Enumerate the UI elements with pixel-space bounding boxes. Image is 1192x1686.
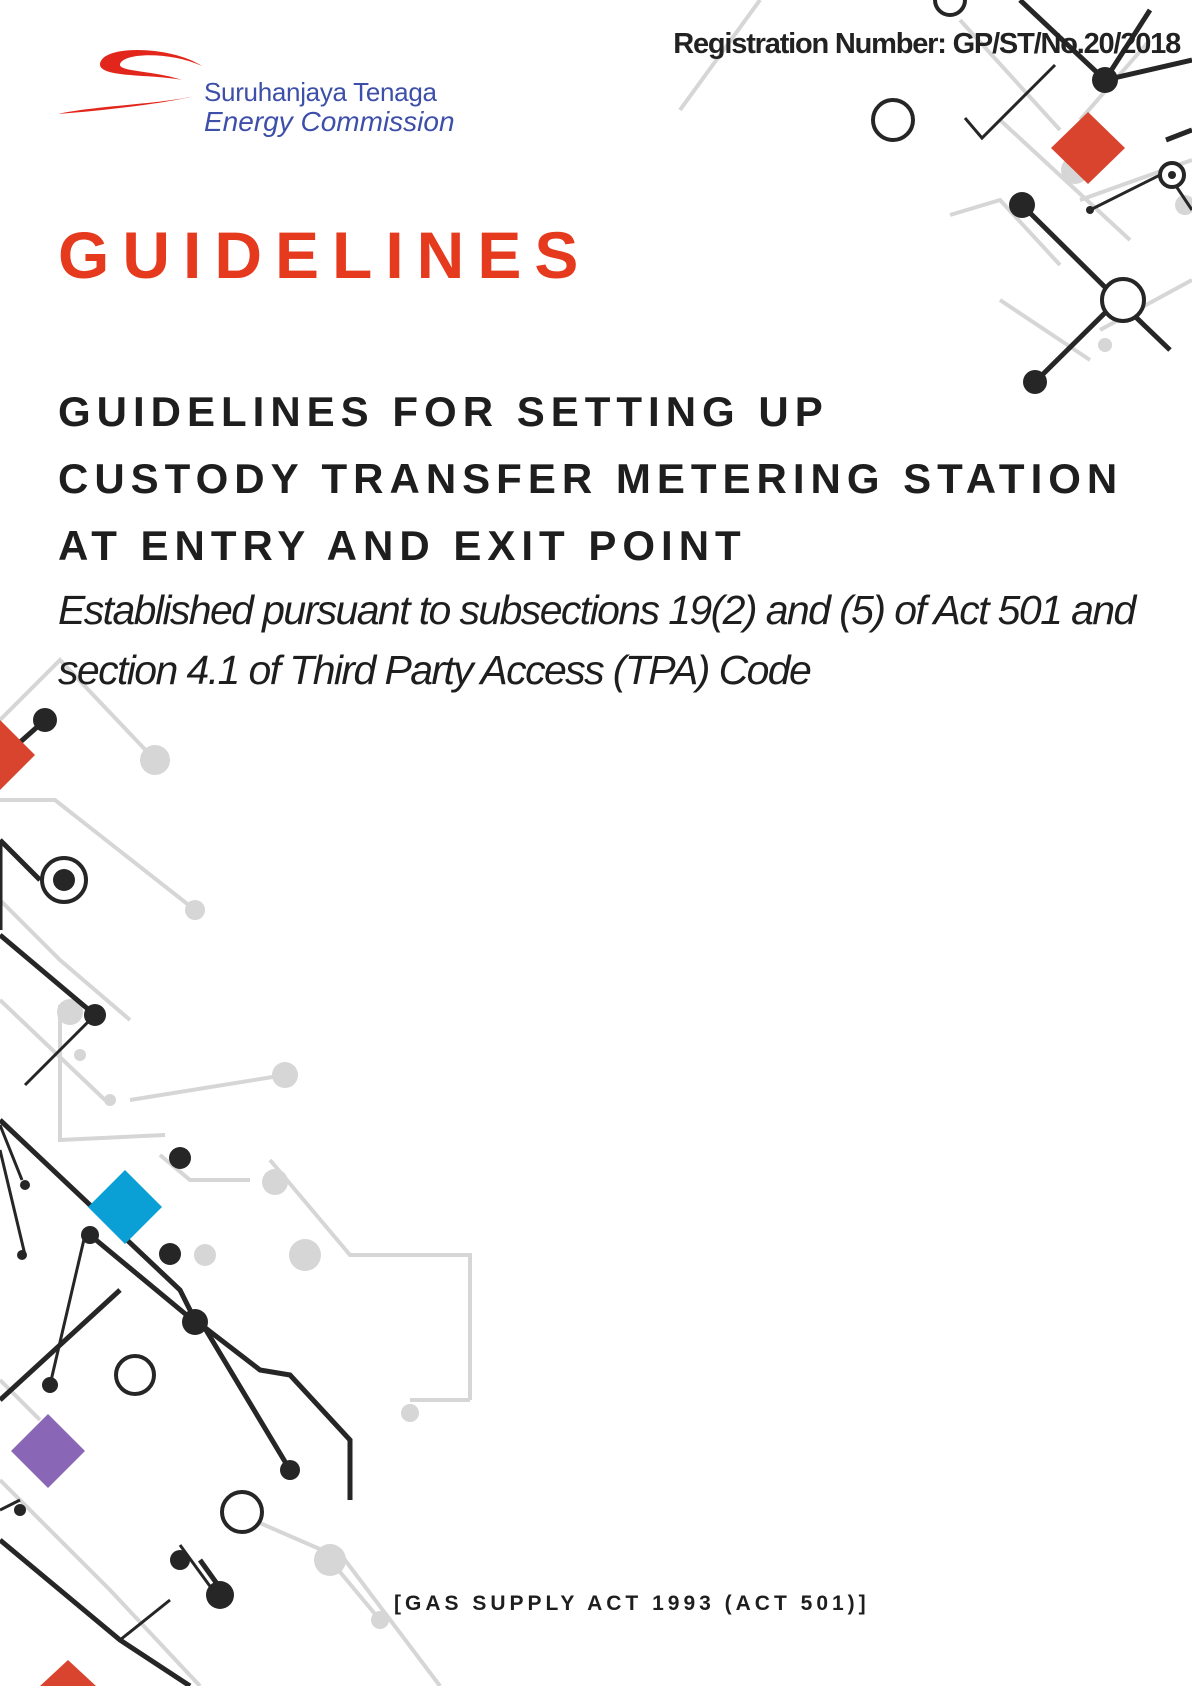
title-line: GUIDELINES FOR SETTING UP: [58, 388, 829, 435]
logo-swoosh-icon: [52, 44, 202, 124]
energy-commission-logo: [52, 44, 572, 144]
act-reference-footer: [GAS SUPPLY ACT 1993 (ACT 501)]: [394, 1592, 870, 1615]
logo-name-english: Energy Commission: [204, 106, 455, 137]
document-category-heading: GUIDELINES: [58, 218, 592, 292]
title-line: AT ENTRY AND EXIT POINT: [58, 522, 747, 569]
document-subtitle: [58, 580, 1135, 700]
logo-name-malay: Suruhanjaya Tenaga: [204, 77, 437, 107]
subtitle-line: Established pursuant to subsections 19(2) and (5) of Act 501 and: [58, 587, 1135, 633]
registration-number: Registration Number: GP/ST/No.20/2018: [673, 28, 1180, 60]
title-line: CUSTODY TRANSFER METERING STATION: [58, 455, 1124, 502]
subtitle-line: section 4.1 of Third Party Access (TPA) Code: [58, 647, 811, 693]
document-title: [58, 378, 1123, 579]
